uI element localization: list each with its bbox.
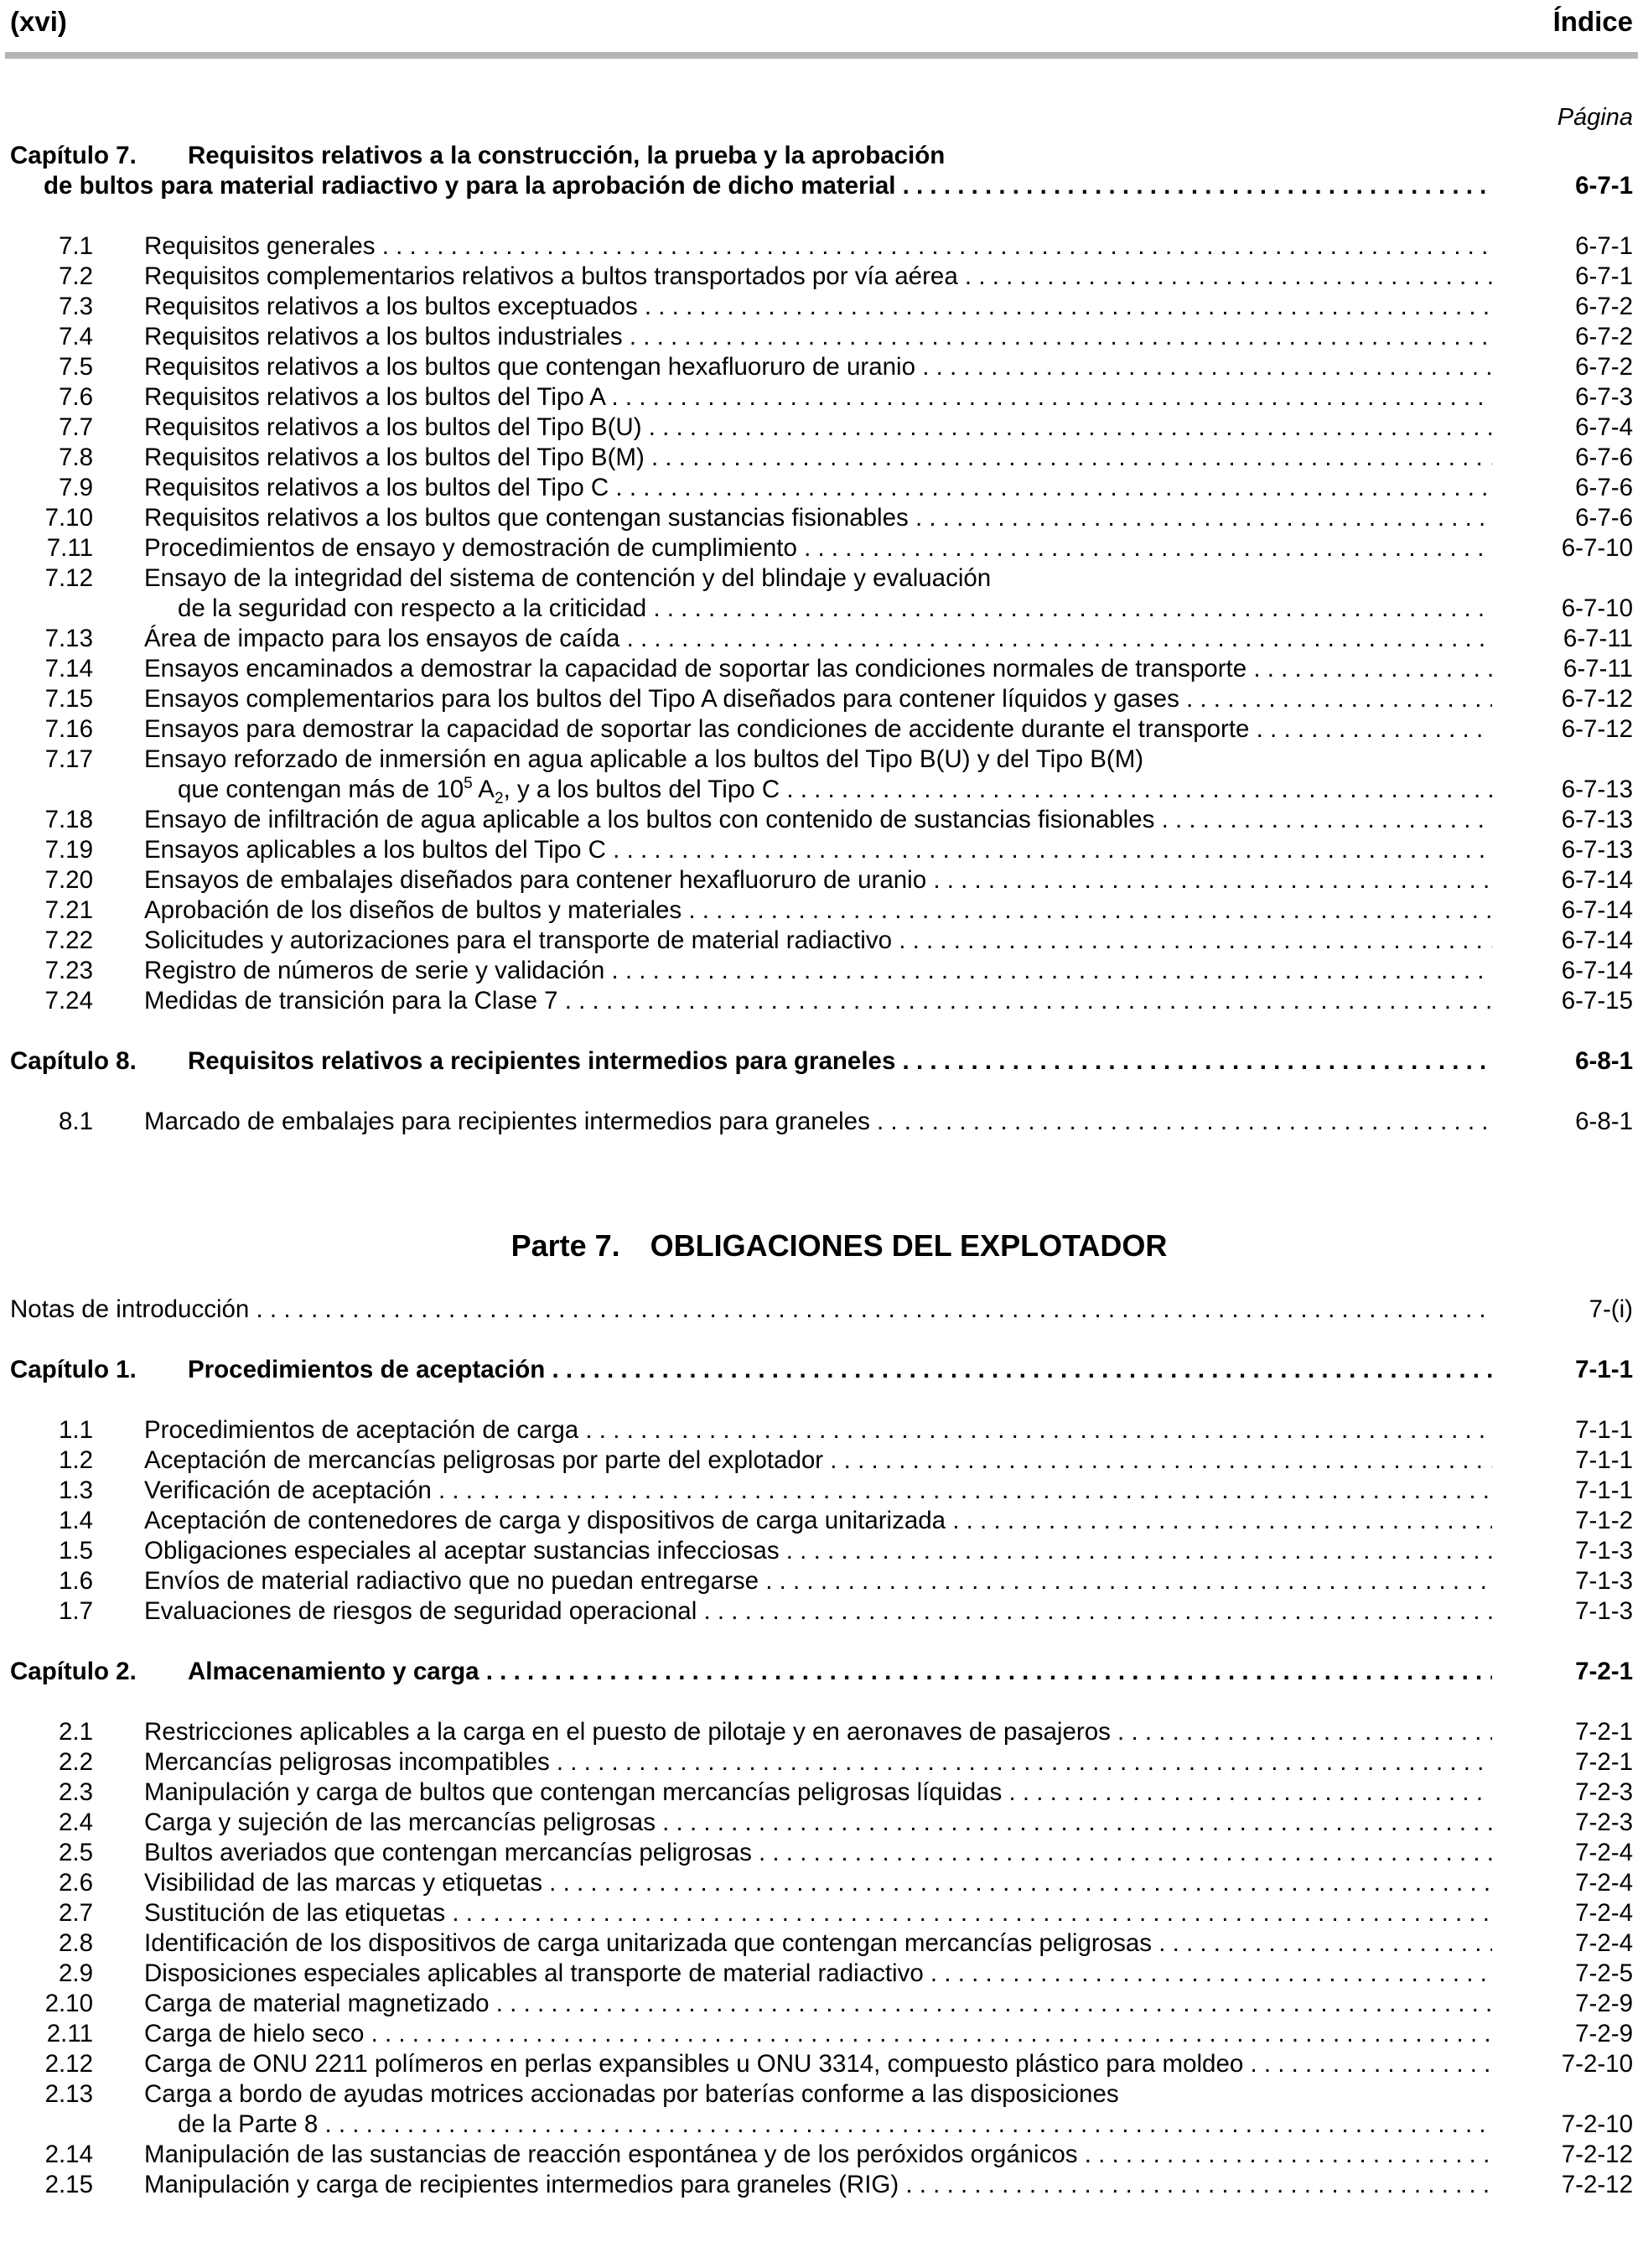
entry-number: 1.4 <box>58 1507 93 1534</box>
chapter-page: 6-7-1 <box>1575 172 1633 200</box>
part-heading <box>10 1227 1635 1264</box>
entry-title: Carga a bordo de ayudas motrices accionadas por baterías conforme a las disposiciones <box>144 2080 1119 2108</box>
intro-title: Notas de introducción . . . <box>10 1295 1492 1325</box>
toc-entry <box>10 865 1635 895</box>
entry-title: Restricciones aplicables a la carga en el puesto de pilotaje y en aeronaves de pasajeros . . . <box>144 1717 1492 1747</box>
entry-page: 6-7-2 <box>1575 323 1633 350</box>
entry-title: Envíos de material radiactivo que no puedan entregarse . . . <box>144 1566 1492 1596</box>
toc-entry <box>10 503 1635 533</box>
entry-page: 7-1-1 <box>1575 1477 1633 1504</box>
entry-title: Requisitos relativos a los bultos del Tipo C . . . <box>144 473 1492 503</box>
entry-number: 7.16 <box>44 715 93 743</box>
entry-page: 7-2-5 <box>1575 1959 1633 1987</box>
entry-page: 6-7-11 <box>1563 625 1633 652</box>
toc-entry <box>10 1596 1635 1627</box>
toc-entry <box>10 624 1635 654</box>
chapter-title: Procedimientos de aceptación . . . <box>188 1355 1492 1385</box>
toc-entry <box>10 231 1635 262</box>
intro-page: 7-(i) <box>1589 1295 1633 1323</box>
toc-entry <box>10 2049 1635 2079</box>
toc-entry <box>10 382 1635 413</box>
chapter-title: Almacenamiento y carga . . . <box>188 1657 1492 1687</box>
toc-entry <box>10 473 1635 503</box>
entry-number: 2.6 <box>58 1869 93 1897</box>
toc-entry <box>10 956 1635 986</box>
entry-title: Manipulación de las sustancias de reacción espontánea y de los peróxidos orgánicos . . . <box>144 2140 1492 2170</box>
entry-page: 6-7-2 <box>1575 353 1633 381</box>
entry-page: 7-2-9 <box>1575 2020 1633 2047</box>
entry-page: 7-2-1 <box>1575 1718 1633 1746</box>
entry-title: Área de impacto para los ensayos de caída . . . <box>144 624 1492 654</box>
toc-entry <box>10 2140 1635 2170</box>
entry-page: 6-7-1 <box>1575 262 1633 290</box>
chapter-page: 6-8-1 <box>1575 1047 1633 1075</box>
toc-entry <box>10 533 1635 563</box>
entry-title: Bultos averiados que contengan mercancías peligrosas . . . <box>144 1838 1492 1868</box>
toc-entry <box>10 1747 1635 1778</box>
part-label: Parte 7. <box>511 1228 620 1263</box>
entry-page: 6-7-14 <box>1561 957 1633 984</box>
entry-number: 7.8 <box>58 444 93 471</box>
page-column-label: Página <box>1557 104 1633 131</box>
toc-entry <box>10 1107 1635 1137</box>
entry-number: 7.13 <box>44 625 93 652</box>
entry-title-cont: que contengan más de $10^5$ $A_2$, y a los bultos del Tipo C . . . <box>178 775 1492 805</box>
entry-page: 7-2-10 <box>1561 2050 1633 2078</box>
page-number-roman: (xvi) <box>10 6 67 37</box>
entry-title: Ensayos encaminados a demostrar la capacidad de soportar las condiciones normales de transporte . . . <box>144 654 1492 684</box>
entry-title: Ensayo de la integridad del sistema de contención y del blindaje y evaluación <box>144 564 992 592</box>
entry-title: Carga de ONU 2211 polímeros en perlas expansibles u ONU 3314, compuesto plástico para moldeo . . . <box>144 2049 1492 2079</box>
chapter-heading <box>10 141 1635 171</box>
toc-entry <box>10 443 1635 473</box>
entry-number: 7.23 <box>44 957 93 984</box>
entry-title: Sustitución de las etiquetas . . . <box>144 1898 1492 1928</box>
toc-entry <box>10 2170 1635 2200</box>
entry-title: Manipulación y carga de bultos que contengan mercancías peligrosas líquidas . . . <box>144 1778 1492 1808</box>
section-list <box>10 624 1635 745</box>
chapter-heading <box>10 1657 1635 1687</box>
entry-number: 2.7 <box>58 1899 93 1927</box>
entry-title: Carga y sujeción de las mercancías peligrosas . . . <box>144 1808 1492 1838</box>
entry-number: 2.14 <box>44 2141 93 2168</box>
entry-number: 2.3 <box>58 1778 93 1806</box>
header-section-title: Índice <box>1552 6 1633 37</box>
toc-entry <box>10 1989 1635 2019</box>
entry-page: 7-1-1 <box>1575 1416 1633 1444</box>
entry-page: 7-1-3 <box>1575 1597 1633 1625</box>
toc-entry <box>10 322 1635 352</box>
entry-number: 7.2 <box>58 262 93 290</box>
toc-entry <box>10 262 1635 292</box>
entry-number: 7.7 <box>58 413 93 441</box>
entry-number: 2.12 <box>44 2050 93 2078</box>
entry-page: 6-7-2 <box>1575 293 1633 320</box>
toc-entry <box>10 1778 1635 1808</box>
entry-number: 1.1 <box>58 1416 93 1444</box>
chapter-page: 7-1-1 <box>1575 1356 1633 1383</box>
entry-title: Requisitos relativos a los bultos del Tipo B(M) . . . <box>144 443 1492 473</box>
entry-title: Disposiciones especiales aplicables al transporte de material radiactivo . . . <box>144 1959 1492 1989</box>
section-list <box>10 231 1635 563</box>
toc-entry <box>10 1717 1635 1747</box>
chapter-label: Capítulo 1. <box>10 1356 137 1383</box>
entry-number: 7.1 <box>58 232 93 260</box>
entry-page: 7-2-12 <box>1561 2171 1633 2198</box>
toc-entry <box>10 835 1635 865</box>
entry-number: 7.24 <box>44 987 93 1015</box>
entry-number: 1.7 <box>58 1597 93 1625</box>
entry-page: 6-7-12 <box>1561 715 1633 743</box>
toc-entry <box>10 1959 1635 1989</box>
entry-page: 6-7-6 <box>1575 504 1633 532</box>
entry-title: Obligaciones especiales al aceptar sustancias infecciosas . . . <box>144 1536 1492 1566</box>
entry-title: Ensayos de embalajes diseñados para contener hexafluoruro de uranio . . . <box>144 865 1492 895</box>
page-header <box>10 0 1633 52</box>
chapter-heading <box>10 1355 1635 1385</box>
chapter-label: Capítulo 8. <box>10 1047 137 1075</box>
entry-number: 7.4 <box>58 323 93 350</box>
entry-title: Requisitos relativos a los bultos que contengan sustancias fisionables . . . <box>144 503 1492 533</box>
entry-title: Procedimientos de ensayo y demostración de cumplimiento . . . <box>144 533 1492 563</box>
toc-entry <box>10 805 1635 835</box>
entry-page: 6-7-11 <box>1563 655 1633 682</box>
toc-entry <box>10 684 1635 714</box>
entry-page: 7-1-2 <box>1575 1507 1633 1534</box>
entry-page: 6-7-12 <box>1561 685 1633 713</box>
entry-page: 6-7-6 <box>1575 444 1633 471</box>
section-list <box>10 805 1635 1016</box>
entry-number: 7.18 <box>44 806 93 833</box>
toc-entry <box>10 1566 1635 1596</box>
toc-entry-cont <box>10 594 1635 624</box>
entry-title: Ensayos complementarios para los bultos del Tipo A diseñados para contener líquidos y gases . . . <box>144 684 1492 714</box>
entry-title: Solicitudes y autorizaciones para el transporte de material radiactivo . . . <box>144 926 1492 956</box>
entry-page: 6-7-6 <box>1575 474 1633 501</box>
entry-number: 2.15 <box>44 2171 93 2198</box>
entry-title: Ensayos para demostrar la capacidad de soportar las condiciones de accidente durante el transporte . . . <box>144 714 1492 745</box>
entry-number: 1.5 <box>58 1537 93 1565</box>
toc-entry <box>10 1898 1635 1928</box>
toc-entry <box>10 1928 1635 1959</box>
toc-entry <box>10 745 1635 775</box>
entry-page: 6-8-1 <box>1575 1108 1633 1135</box>
entry-number: 1.2 <box>58 1446 93 1474</box>
entry-number: 2.13 <box>44 2080 93 2108</box>
entry-number: 7.5 <box>58 353 93 381</box>
entry-title: Carga de material magnetizado . . . <box>144 1989 1492 2019</box>
entry-number: 2.2 <box>58 1748 93 1776</box>
entry-title: Requisitos relativos a los bultos del Tipo B(U) . . . <box>144 413 1492 443</box>
entry-title: Requisitos relativos a los bultos que contengan hexafluoruro de uranio . . . <box>144 352 1492 382</box>
toc-entry <box>10 986 1635 1016</box>
table-of-contents <box>10 94 1635 2200</box>
entry-number: 2.9 <box>58 1959 93 1987</box>
section-list <box>10 1717 1635 2079</box>
entry-page: 7-2-1 <box>1575 1748 1633 1776</box>
entry-title: Ensayos aplicables a los bultos del Tipo C . . . <box>144 835 1492 865</box>
toc-entry <box>10 1506 1635 1536</box>
entry-title: Requisitos generales . . . <box>144 231 1492 262</box>
header-rule <box>5 52 1638 59</box>
entry-title: Ensayo reforzado de inmersión en agua aplicable a los bultos del Tipo B(U) y del Tipo B(M) <box>144 745 1144 773</box>
toc-entry <box>10 1868 1635 1898</box>
toc-entry <box>10 1476 1635 1506</box>
entry-number: 8.1 <box>58 1108 93 1135</box>
chapter-title: Requisitos relativos a recipientes intermedios para graneles . . . <box>188 1046 1492 1077</box>
entry-number: 7.3 <box>58 293 93 320</box>
toc-entry <box>10 2019 1635 2049</box>
toc-entry <box>10 654 1635 684</box>
entry-number: 7.22 <box>44 926 93 954</box>
entry-page: 7-2-4 <box>1575 1929 1633 1957</box>
entry-number: 2.11 <box>46 2020 93 2047</box>
entry-number: 2.8 <box>58 1929 93 1957</box>
entry-title: Aceptación de mercancías peligrosas por parte del explotador . . . <box>144 1445 1492 1476</box>
entry-title: Aprobación de los diseños de bultos y materiales . . . <box>144 895 1492 926</box>
entry-number: 7.21 <box>44 896 93 924</box>
entry-number: 2.4 <box>58 1809 93 1836</box>
entry-page: 6-7-13 <box>1561 806 1633 833</box>
entry-title: Carga de hielo seco . . . <box>144 2019 1492 2049</box>
entry-title: Verificación de aceptación . . . <box>144 1476 1492 1506</box>
entry-title: Ensayo de infiltración de agua aplicable a los bultos con contenido de sustancias fisionables . . . <box>144 805 1492 835</box>
entry-page: 6-7-15 <box>1561 987 1633 1015</box>
entry-title: Registro de números de serie y validación . . . <box>144 956 1492 986</box>
chapter-label: Capítulo 7. <box>10 142 137 169</box>
entry-page: 7-2-12 <box>1561 2141 1633 2168</box>
entry-page: 6-7-14 <box>1561 866 1633 894</box>
entry-page: 7-2-10 <box>1561 2110 1633 2138</box>
entry-page: 6-7-13 <box>1561 836 1633 864</box>
entry-number: 7.14 <box>44 655 93 682</box>
entry-number: 7.11 <box>46 534 93 562</box>
toc-entry <box>10 926 1635 956</box>
toc-entry <box>10 2079 1635 2110</box>
entry-number: 7.20 <box>44 866 93 894</box>
entry-title: Marcado de embalajes para recipientes intermedios para graneles . . . <box>144 1107 1492 1137</box>
entry-number: 7.9 <box>58 474 93 501</box>
entry-title: Identificación de los dispositivos de carga unitarizada que contengan mercancías peligrosas . . . <box>144 1928 1492 1959</box>
toc-entry <box>10 1415 1635 1445</box>
toc-entry <box>10 292 1635 322</box>
entry-page: 6-7-10 <box>1561 534 1633 562</box>
part-title: OBLIGACIONES DEL EXPLOTADOR <box>650 1228 1168 1263</box>
entry-number: 1.6 <box>58 1567 93 1595</box>
entry-number: 2.5 <box>58 1839 93 1866</box>
chapter-label: Capítulo 2. <box>10 1658 137 1685</box>
toc-entry <box>10 1445 1635 1476</box>
entry-page: 6-7-4 <box>1575 413 1633 441</box>
toc-entry <box>10 714 1635 745</box>
entry-title: Visibilidad de las marcas y etiquetas . . . <box>144 1868 1492 1898</box>
entry-number: 7.6 <box>58 383 93 411</box>
toc-entry <box>10 413 1635 443</box>
toc-entry <box>10 1295 1635 1325</box>
toc-entry-cont <box>10 2110 1635 2140</box>
section-list <box>10 1107 1635 1137</box>
chapter-title: Requisitos relativos a la construcción, la prueba y la aprobación <box>188 142 946 169</box>
chapter-title-cont: de bultos para material radiactivo y para la aprobación de dicho material . . . <box>44 171 1492 201</box>
entry-number: 7.15 <box>44 685 93 713</box>
entry-page: 6-7-14 <box>1561 926 1633 954</box>
entry-page: 7-1-3 <box>1575 1537 1633 1565</box>
entry-number: 7.19 <box>44 836 93 864</box>
entry-page: 6-7-1 <box>1575 232 1633 260</box>
entry-title: Requisitos relativos a los bultos exceptuados . . . <box>144 292 1492 322</box>
entry-page: 6-7-3 <box>1575 383 1633 411</box>
chapter-heading-cont <box>10 171 1635 201</box>
entry-title-cont: de la seguridad con respecto a la criticidad . . . <box>178 594 1492 624</box>
entry-title: Medidas de transición para la Clase 7 . . . <box>144 986 1492 1016</box>
toc-entry <box>10 1838 1635 1868</box>
entry-number: 7.12 <box>44 564 93 592</box>
section-list <box>10 2140 1635 2200</box>
entry-page: 7-2-3 <box>1575 1778 1633 1806</box>
toc-entry <box>10 352 1635 382</box>
section-list <box>10 1415 1635 1627</box>
entry-page: 7-2-4 <box>1575 1899 1633 1927</box>
entry-title: Manipulación y carga de recipientes intermedios para graneles (RIG) . . . <box>144 2170 1492 2200</box>
entry-number: 2.10 <box>44 1990 93 2017</box>
entry-page: 7-2-4 <box>1575 1869 1633 1897</box>
entry-title: Requisitos relativos a los bultos industriales . . . <box>144 322 1492 352</box>
entry-title: Evaluaciones de riesgos de seguridad operacional . . . <box>144 1596 1492 1627</box>
entry-page: 6-7-13 <box>1561 776 1633 803</box>
chapter-page: 7-2-1 <box>1575 1658 1633 1685</box>
toc-entry <box>10 1808 1635 1838</box>
entry-title-cont: de la Parte 8 . . . <box>178 2110 1492 2140</box>
entry-title: Requisitos relativos a los bultos del Tipo A . . . <box>144 382 1492 413</box>
entry-number: 2.1 <box>58 1718 93 1746</box>
toc-entry <box>10 895 1635 926</box>
entry-number: 1.3 <box>58 1477 93 1504</box>
entry-page: 7-2-9 <box>1575 1990 1633 2017</box>
entry-page: 6-7-10 <box>1561 594 1633 622</box>
entry-page: 6-7-14 <box>1561 896 1633 924</box>
entry-page: 7-2-3 <box>1575 1809 1633 1836</box>
entry-title: Procedimientos de aceptación de carga . . . <box>144 1415 1492 1445</box>
entry-title: Requisitos complementarios relativos a bultos transportados por vía aérea . . . <box>144 262 1492 292</box>
entry-page: 7-2-4 <box>1575 1839 1633 1866</box>
entry-page: 7-1-1 <box>1575 1446 1633 1474</box>
entry-title: Aceptación de contenedores de carga y dispositivos de carga unitarizada . . . <box>144 1506 1492 1536</box>
entry-number: 7.10 <box>44 504 93 532</box>
entry-page: 7-1-3 <box>1575 1567 1633 1595</box>
entry-title: Mercancías peligrosas incompatibles . . . <box>144 1747 1492 1778</box>
chapter-heading <box>10 1046 1635 1077</box>
entry-number: 7.17 <box>44 745 93 773</box>
toc-entry-cont <box>10 775 1635 805</box>
toc-entry <box>10 1536 1635 1566</box>
toc-entry <box>10 563 1635 594</box>
